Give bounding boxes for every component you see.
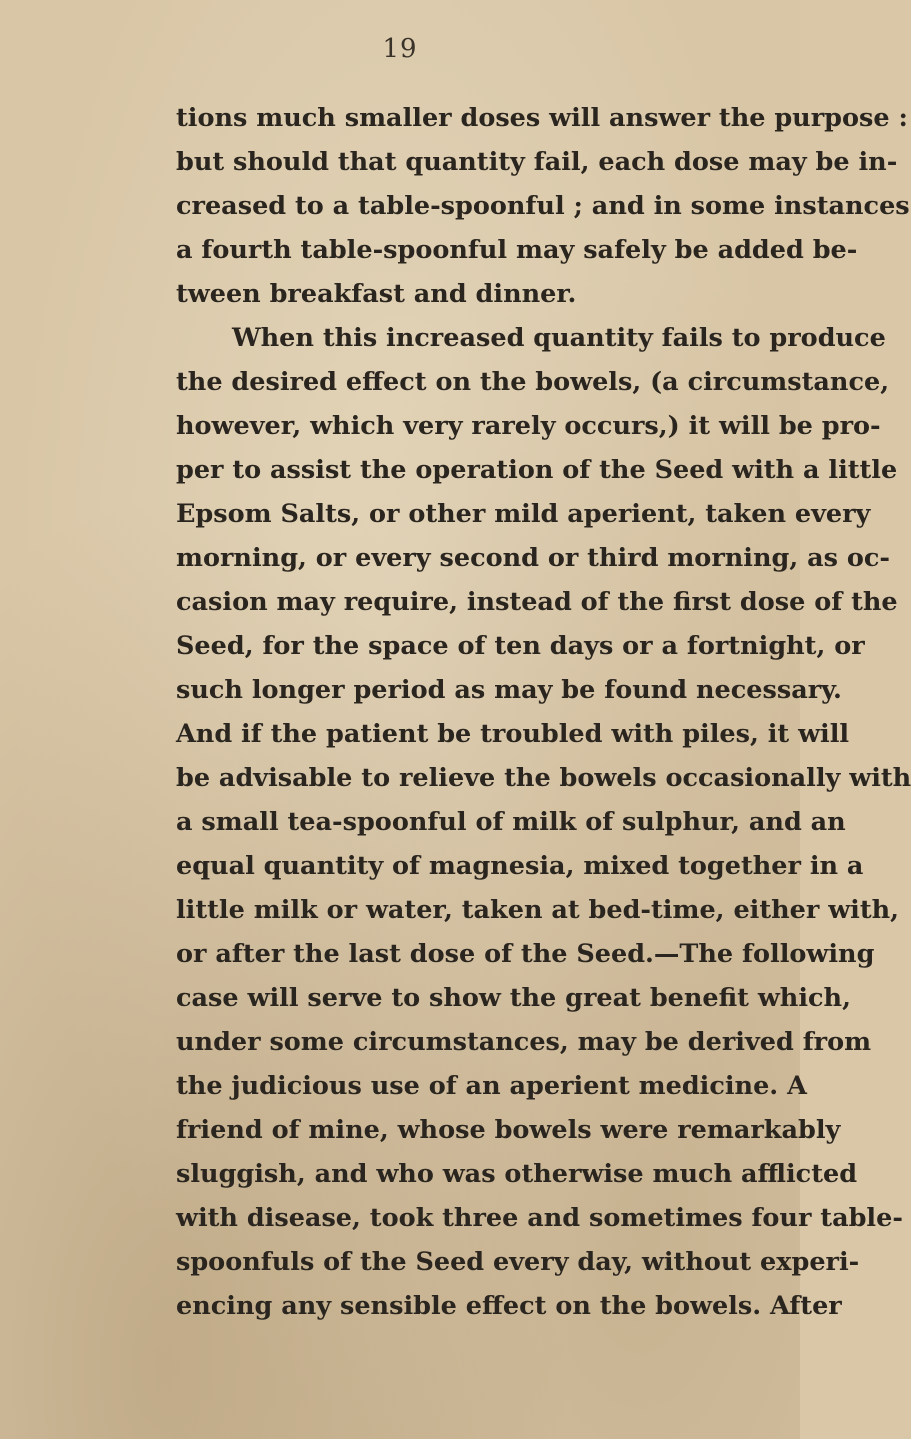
text-line: creased to a table-spoonful ; and in some instances [176, 191, 910, 221]
text-line: case will serve to show the great benefit which, [176, 983, 851, 1013]
text-line: Epsom Salts, or other mild aperient, taken every [176, 499, 871, 529]
text-line: tween breakfast and dinner. [176, 279, 577, 309]
text-line: And if the patient be troubled with piles, it will [176, 719, 850, 749]
text-line: under some circumstances, may be derived from [176, 1027, 872, 1057]
text-line: When this increased quantity fails to produce [232, 323, 886, 353]
text-line: a fourth table-spoonful may safely be added be- [176, 235, 858, 265]
text-line: such longer period as may be found necessary. [176, 675, 842, 705]
text-line: or after the last dose of the Seed.—The following [176, 939, 875, 969]
text-line: the judicious use of an aperient medicine. A [176, 1071, 807, 1101]
text-line: encing any sensible effect on the bowels. After [176, 1291, 842, 1321]
text-line: equal quantity of magnesia, mixed together in a [176, 851, 864, 881]
text-line: be advisable to relieve the bowels occasionally with [176, 763, 911, 793]
text-line: per to assist the operation of the Seed with a little [176, 455, 898, 485]
body-text [176, 96, 911, 1328]
text-line: little milk or water, taken at bed-time, either with, [176, 895, 900, 925]
text-line: spoonfuls of the Seed every day, without experi- [176, 1247, 860, 1277]
text-line: however, which very rarely occurs,) it will be pro- [176, 411, 881, 441]
text-line: morning, or every second or third morning, as oc- [176, 543, 890, 573]
text-line: friend of mine, whose bowels were remarkably [176, 1115, 841, 1145]
page-number: 19 [382, 34, 418, 64]
text-line: tions much smaller doses will answer the purpose : [176, 103, 908, 133]
text-line: the desired effect on the bowels, (a circumstance, [176, 367, 890, 397]
text-line: Seed, for the space of ten days or a fortnight, or [176, 631, 865, 661]
text-line: sluggish, and who was otherwise much afflicted [176, 1159, 858, 1189]
text-line: casion may require, instead of the first dose of the [176, 587, 898, 617]
text-line: with disease, took three and sometimes four table- [176, 1203, 903, 1233]
text-line: a small tea-spoonful of milk of sulphur, and an [176, 807, 846, 837]
text-line: but should that quantity fail, each dose may be in- [176, 147, 898, 177]
